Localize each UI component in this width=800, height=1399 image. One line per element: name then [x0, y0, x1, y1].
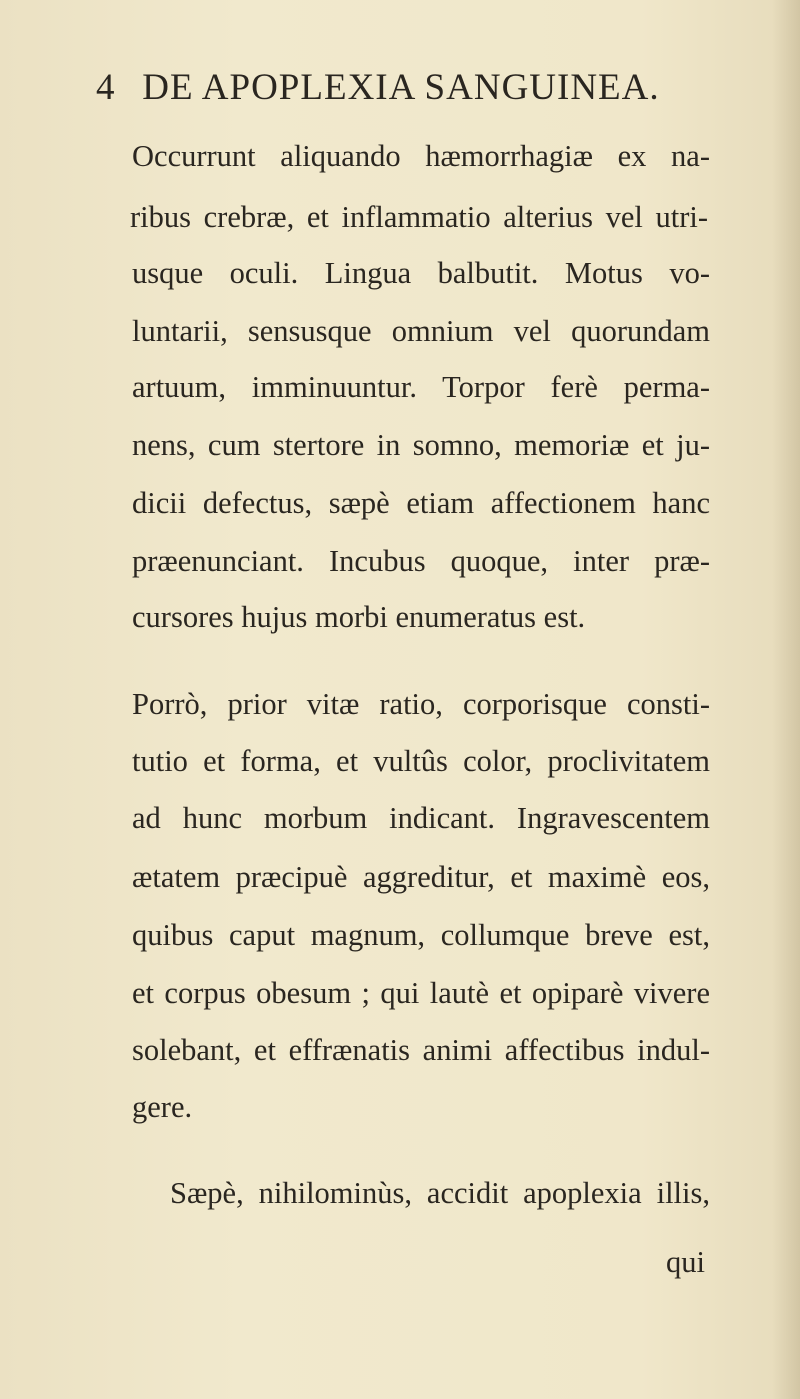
paragraph-1-line-9: cursores hujus morbi enumeratus est. [132, 600, 586, 634]
paragraph-1-line-3: usque oculi. Lingua balbutit. Motus vo- [132, 256, 710, 290]
page-header [96, 66, 756, 109]
paragraph-2-line-2: tutio et forma, et vultûs color, proclivitatem [132, 744, 710, 778]
paragraph-1-line-1: Occurrunt aliquando hæmorrhagiæ ex na- [132, 139, 710, 173]
page-number: 4 [96, 67, 116, 108]
paragraph-3-line-1: Sæpè, nihilominùs, accidit apoplexia illis, [170, 1176, 710, 1210]
catchword: qui [666, 1245, 705, 1279]
paragraph-2-line-4: ætatem præcipuè aggreditur, et maximè eos, [132, 860, 710, 894]
paragraph-2-line-6: et corpus obesum ; qui lautè et opiparè vivere [132, 976, 710, 1010]
paragraph-1-line-7: dicii defectus, sæpè etiam affectionem hanc [132, 486, 710, 520]
paragraph-1-line-8: præenunciant. Incubus quoque, inter præ- [132, 544, 710, 578]
running-title: DE APOPLEXIA SANGUINEA. [142, 67, 660, 108]
paragraph-2-line-3: ad hunc morbum indicant. Ingravescentem [132, 801, 710, 835]
paragraph-1-line-6: nens, cum stertore in somno, memoriæ et ju- [132, 428, 710, 462]
page-edge-shadow [772, 0, 800, 1399]
paragraph-2-line-5: quibus caput magnum, collumque breve est, [132, 918, 710, 952]
paragraph-2-line-1: Porrò, prior vitæ ratio, corporisque consti- [132, 687, 710, 721]
paragraph-2-line-7: solebant, et effrænatis animi affectibus indul- [132, 1033, 710, 1067]
paragraph-1-line-5: artuum, imminuuntur. Torpor ferè perma- [132, 370, 710, 404]
paragraph-1-line-4: luntarii, sensusque omnium vel quorundam [132, 314, 710, 348]
paragraph-2-line-8: gere. [132, 1090, 193, 1124]
paragraph-1-line-2: ribus crebræ, et inflammatio alterius vel utri- [130, 200, 708, 234]
